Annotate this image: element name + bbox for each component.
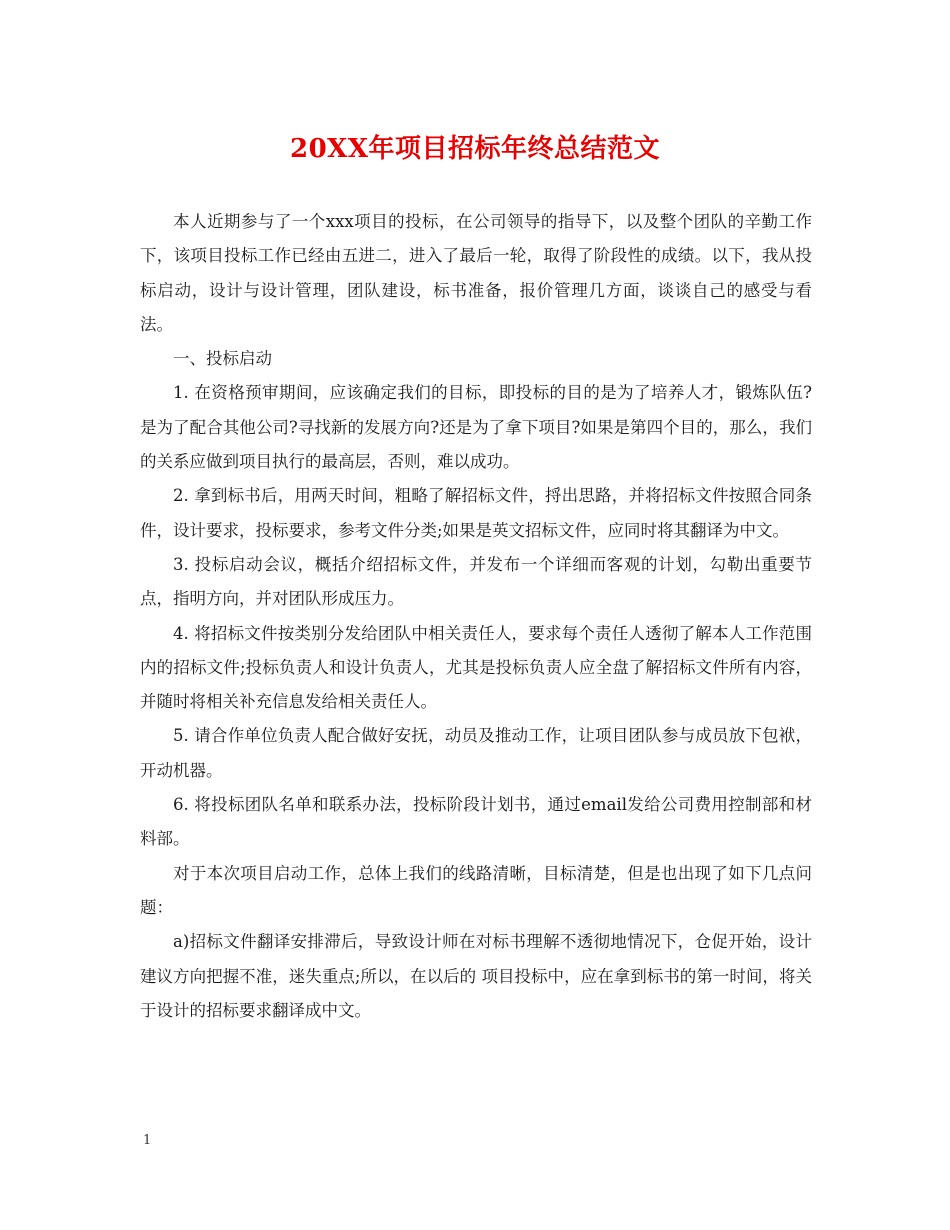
paragraph-item-6: 6. 将投标团队名单和联系办法，投标阶段计划书，通过email发给公司费用控制部和材料部。 xyxy=(140,795,812,849)
paragraph-intro: 本人近期参与了一个xxx项目的投标，在公司领导的指导下，以及整个团队的辛勤工作下，该项目投标工作已经由五进二，进入了最后一轮，取得了阶段性的成绩。以下，我从投标启动，设计与设计管理，团队建设，标书准备，报价管理几方面，谈谈自己的感受与看法。 xyxy=(140,212,812,334)
paragraph-item-3: 3. 投标启动会议，概括介绍招标文件，并发布一个详细而客观的计划，勾勒出重要节点，指明方向，并对团队形成压力。 xyxy=(140,554,812,609)
paragraph-summary: 对于本次项目启动工作，总体上我们的线路清晰，目标清楚，但是也出现了如下几点问题： xyxy=(140,863,812,917)
document-body xyxy=(140,205,812,1028)
paragraph-item-5: 5. 请合作单位负责人配合做好安抚，动员及推动工作，让项目团队参与成员放下包袱，开动机器。 xyxy=(140,726,812,780)
section-heading: 一、投标启动 xyxy=(173,349,272,369)
document-title: 20XX年项目招标年终总结范文 xyxy=(289,134,661,164)
paragraph-item-4: 4. 将招标文件按类别分发给团队中相关责任人，要求每个责任人透彻了解本人工作范围内的招标文件;投标负责人和设计负责人，尤其是投标负责人应全盘了解招标文件所有内容，并随时将相关补充信息发给相关责任人。 xyxy=(140,623,812,712)
paragraph-issue-a: a)招标文件翻译安排滞后，导致设计师在对标书理解不透彻地情况下，仓促开始，设计建议方向把握不准，迷失重点;所以，在以后的 项目投标中，应在拿到标书的第一时间，将关于设计的招标要求翻译成中文。 xyxy=(140,932,812,1020)
paragraph-item-1: 1. 在资格预审期间，应该确定我们的目标，即投标的目的是为了培养人才，锻炼队伍?是为了配合其他公司?寻找新的发展方向?还是为了拿下项目?如果是第四个目的，那么，我们的关系应做到项目执行的最高层，否则，难以成功。 xyxy=(140,383,812,472)
page-number: 1 xyxy=(143,1133,152,1148)
paragraph-item-2: 2. 拿到标书后，用两天时间，粗略了解招标文件，捋出思路，并将招标文件按照合同条件，设计要求，投标要求，参考文件分类;如果是英文招标文件，应同时将其翻译为中文。 xyxy=(140,486,812,540)
